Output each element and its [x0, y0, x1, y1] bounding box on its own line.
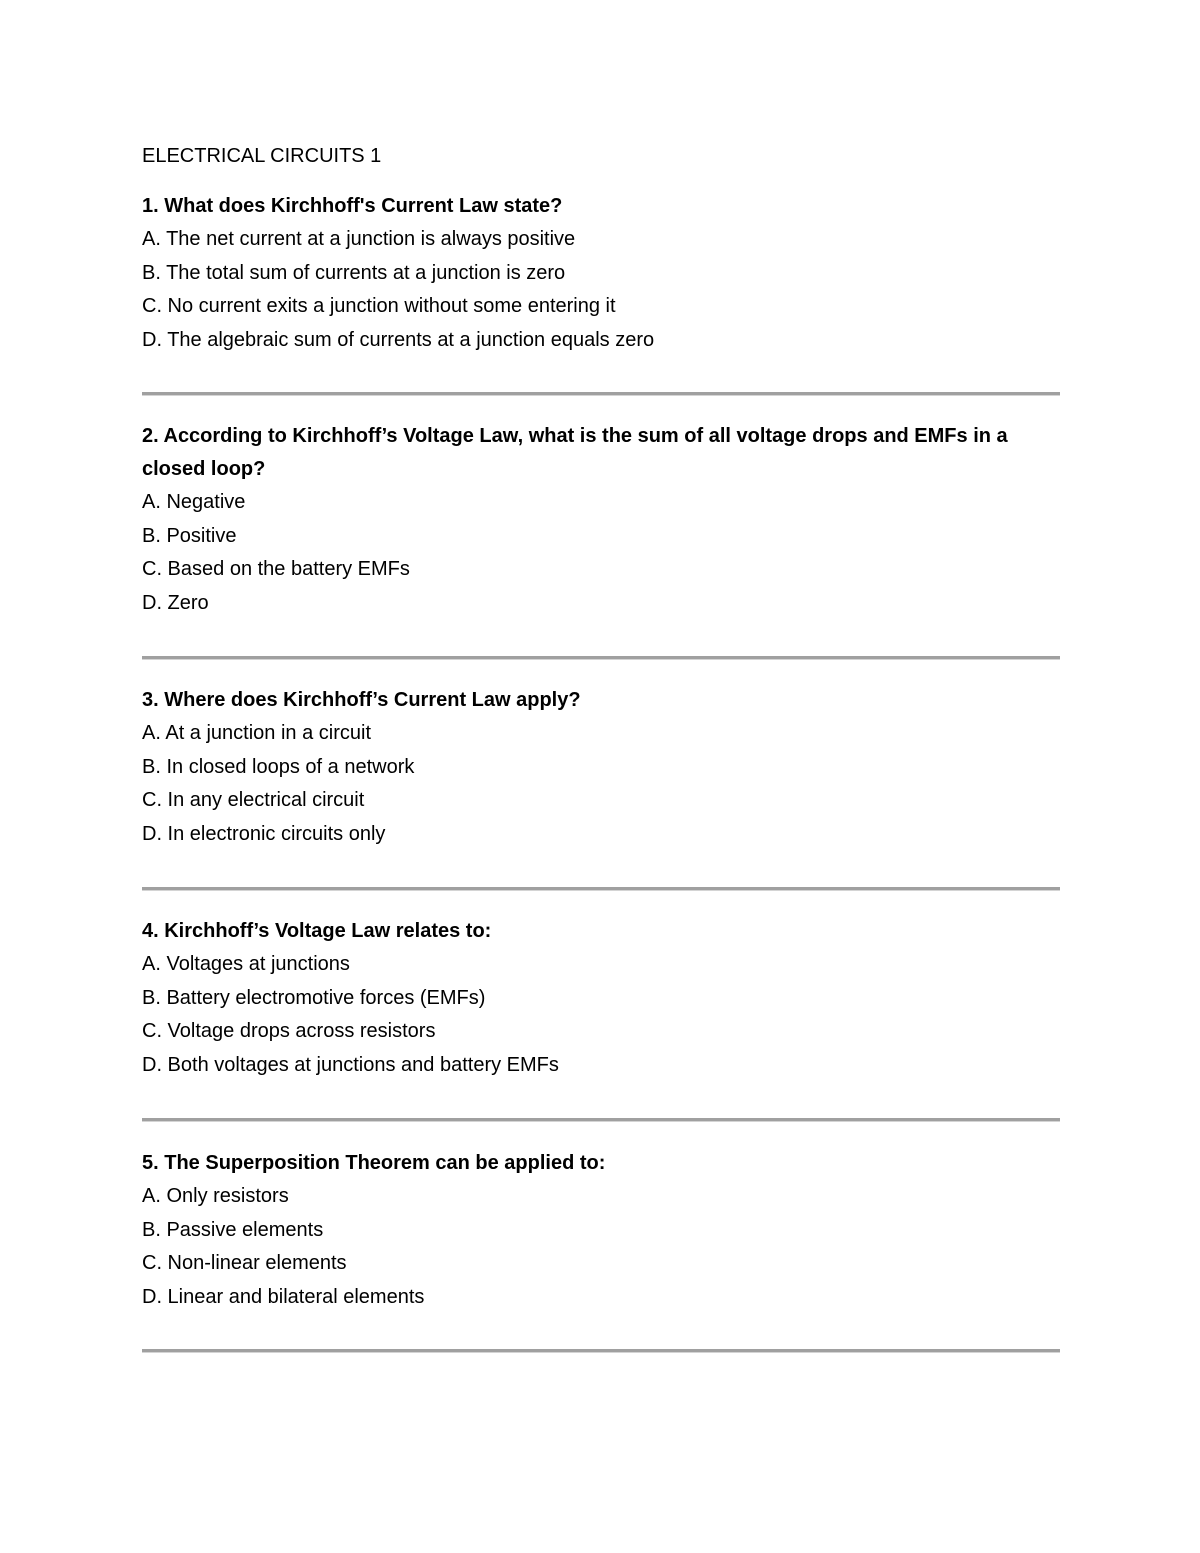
question-text: 4. Kirchhoff’s Voltage Law relates to:: [142, 920, 492, 942]
question-text: 2. According to Kirchhoff’s Voltage Law, what is the sum of all voltage drops and EMFs in a closed loop?: [142, 425, 1008, 480]
option-d: D. Linear and bilateral elements: [142, 1285, 425, 1308]
divider-line: [142, 1349, 1060, 1353]
option-d: D. In electronic circuits only: [142, 822, 386, 845]
question-text: 3. Where does Kirchhoff’s Current Law apply?: [142, 689, 581, 711]
option-c: C. No current exits a junction without some entering it: [142, 295, 616, 317]
option-b: B. The total sum of currents at a junction is zero: [142, 261, 566, 284]
question-4: [142, 915, 1060, 1082]
option-b: B. Passive elements: [142, 1218, 324, 1241]
option-a: A. Negative: [142, 491, 246, 513]
option-d: D. Zero: [142, 591, 209, 614]
option-b: B. Positive: [142, 524, 237, 547]
option-c: C. Based on the battery EMFs: [142, 558, 410, 580]
question-5: [142, 1147, 1060, 1314]
question-2: [142, 420, 1060, 620]
question-text: 5. The Superposition Theorem can be applied to:: [142, 1152, 606, 1174]
divider-line: [142, 1118, 1060, 1122]
option-c: C. Voltage drops across resistors: [142, 1020, 436, 1042]
question-3: [142, 684, 1060, 851]
option-a: A. Only resistors: [142, 1185, 289, 1207]
option-c: C. In any electrical circuit: [142, 789, 365, 811]
option-d: D. The algebraic sum of currents at a junction equals zero: [142, 328, 655, 351]
option-d: D. Both voltages at junctions and battery EMFs: [142, 1053, 559, 1076]
option-b: B. In closed loops of a network: [142, 755, 415, 778]
divider-line: [142, 656, 1060, 660]
option-a: A. Voltages at junctions: [142, 953, 350, 975]
option-a: A. The net current at a junction is always positive: [142, 228, 576, 250]
divider-line: [142, 392, 1060, 396]
option-c: C. Non-linear elements: [142, 1252, 347, 1274]
divider-line: [142, 887, 1060, 891]
document-title: ELECTRICAL CIRCUITS 1: [142, 145, 382, 167]
option-b: B. Battery electromotive forces (EMFs): [142, 986, 486, 1009]
question-text: 1. What does Kirchhoff's Current Law state?: [142, 195, 563, 217]
question-1: [142, 190, 1060, 357]
option-a: A. At a junction in a circuit: [142, 722, 372, 744]
